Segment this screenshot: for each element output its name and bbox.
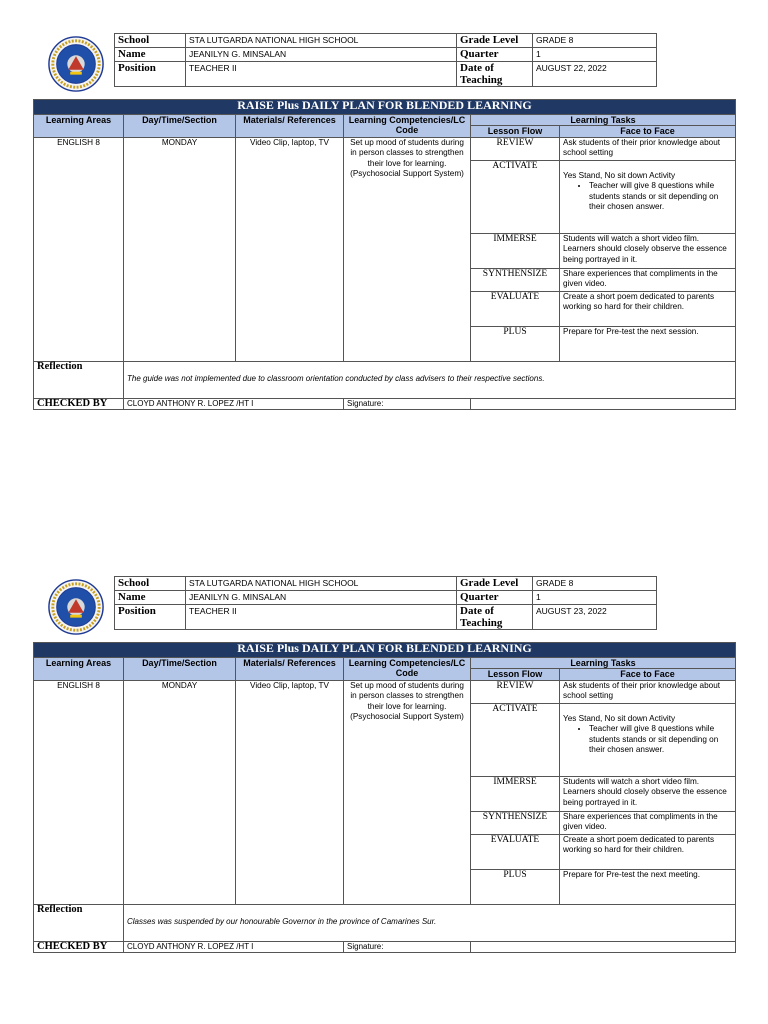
- daily-plan-table: [33, 642, 736, 953]
- flow-evaluate-label: EVALUATE: [471, 834, 560, 869]
- plan-title: RAISE Plus DAILY PLAN FOR BLENDED LEARNING: [34, 643, 736, 658]
- position-label: Position: [115, 605, 186, 630]
- lesson-flow-header: Lesson Flow: [471, 669, 560, 680]
- face-to-face-header: Face to Face: [560, 669, 736, 680]
- flow-activate-bullet: • Teacher will give 8 questions while students stands or sit depending on their chosen answer.: [589, 181, 732, 212]
- reflection-text: Classes was suspended by our honourable Governor in the province of Camarines Sur.: [124, 904, 736, 941]
- signature-field: [471, 398, 736, 409]
- materials-header: Materials/ References: [236, 115, 344, 138]
- reflection-text: The guide was not implemented due to classroom orientation conducted by class advisers to their respective sections.: [124, 361, 736, 398]
- name-value: JEANILYN G. MINSALAN: [186, 48, 457, 62]
- date-value: AUGUST 23, 2022: [533, 605, 657, 630]
- flow-activate-bullet: • Teacher will give 8 questions while students stands or sit depending on their chosen answer.: [589, 724, 732, 755]
- name-label: Name: [115, 48, 186, 62]
- checked-by-label: CHECKED BY: [34, 941, 124, 952]
- position-label: Position: [115, 62, 186, 87]
- materials-cell: Video Clip, laptop, TV: [236, 137, 344, 361]
- flow-activate-list: [563, 181, 732, 212]
- flow-plus-text: Prepare for Pre-test the next meeting.: [560, 869, 736, 904]
- materials-cell: Video Clip, laptop, TV: [236, 680, 344, 904]
- flow-activate-text: Yes Stand, No sit down Activity: [563, 713, 676, 723]
- flow-activate-list: [563, 724, 732, 755]
- materials-header: Materials/ References: [236, 658, 344, 681]
- teacher-info-table: [114, 576, 657, 630]
- date-label: Date of Teaching: [457, 605, 533, 630]
- flow-review-text: Ask students of their prior knowledge about school setting: [560, 680, 736, 703]
- date-label: Date of Teaching: [457, 62, 533, 87]
- flow-immerse-text: Students will watch a short video film. Learners should closely observe the essence being portrayed in it.: [560, 776, 736, 811]
- learning-area-cell: ENGLISH 8: [34, 680, 124, 904]
- flow-immerse-text: Students will watch a short video film. Learners should closely observe the essence being portrayed in it.: [560, 233, 736, 268]
- competency-text: Set up mood of students during in person classes to strengthen their love for learning.: [350, 680, 464, 711]
- flow-activate-cell: [560, 703, 736, 776]
- teacher-info-table: [114, 33, 657, 87]
- flow-review-label: REVIEW: [471, 680, 560, 703]
- flow-immerse-label: IMMERSE: [471, 776, 560, 811]
- plan-title: RAISE Plus DAILY PLAN FOR BLENDED LEARNING: [34, 100, 736, 115]
- competencies-header: Learning Competencies/LC Code: [344, 658, 471, 681]
- flow-evaluate-text: Create a short poem dedicated to parents working so hard for their children.: [560, 291, 736, 326]
- flow-evaluate-label: EVALUATE: [471, 291, 560, 326]
- learning-areas-header: Learning Areas: [34, 658, 124, 681]
- quarter-label: Quarter: [457, 591, 533, 605]
- flow-review-text: Ask students of their prior knowledge about school setting: [560, 137, 736, 160]
- competencies-header: Learning Competencies/LC Code: [344, 115, 471, 138]
- flow-activate-label: ACTIVATE: [471, 160, 560, 233]
- competency-note: (Psychosocial Support System): [350, 712, 464, 722]
- deped-seal-icon: [47, 578, 105, 636]
- lesson-flow-header: Lesson Flow: [471, 126, 560, 137]
- competency-cell: [344, 680, 471, 904]
- competency-text: Set up mood of students during in person classes to strengthen their love for learning.: [350, 137, 464, 168]
- grade-level-value: GRADE 8: [533, 34, 657, 48]
- checked-by-value: CLOYD ANTHONY R. LOPEZ /HT I: [124, 398, 344, 409]
- flow-synthesize-text: Share experiences that compliments in the given video.: [560, 268, 736, 291]
- position-value: TEACHER II: [186, 62, 457, 87]
- day-cell: MONDAY: [124, 680, 236, 904]
- flow-immerse-label: IMMERSE: [471, 233, 560, 268]
- learning-tasks-header: Learning Tasks: [471, 658, 736, 669]
- deped-seal-icon: [47, 35, 105, 93]
- signature-label: Signature:: [344, 398, 471, 409]
- name-value: JEANILYN G. MINSALAN: [186, 591, 457, 605]
- flow-plus-label: PLUS: [471, 869, 560, 904]
- flow-activate-label: ACTIVATE: [471, 703, 560, 776]
- grade-level-label: Grade Level: [457, 577, 533, 591]
- flow-plus-label: PLUS: [471, 326, 560, 361]
- signature-label: Signature:: [344, 941, 471, 952]
- signature-field: [471, 941, 736, 952]
- school-value: STA LUTGARDA NATIONAL HIGH SCHOOL: [186, 577, 457, 591]
- learning-areas-header: Learning Areas: [34, 115, 124, 138]
- daily-plan-table: [33, 99, 736, 410]
- grade-level-value: GRADE 8: [533, 577, 657, 591]
- reflection-label: Reflection: [34, 904, 124, 941]
- learning-tasks-header: Learning Tasks: [471, 115, 736, 126]
- day-time-header: Day/Time/Section: [124, 658, 236, 681]
- flow-activate-cell: [560, 160, 736, 233]
- competency-cell: [344, 137, 471, 361]
- grade-level-label: Grade Level: [457, 34, 533, 48]
- date-value: AUGUST 22, 2022: [533, 62, 657, 87]
- name-label: Name: [115, 591, 186, 605]
- checked-by-label: CHECKED BY: [34, 398, 124, 409]
- school-label: School: [115, 34, 186, 48]
- quarter-value: 1: [533, 48, 657, 62]
- face-to-face-header: Face to Face: [560, 126, 736, 137]
- flow-review-label: REVIEW: [471, 137, 560, 160]
- day-time-header: Day/Time/Section: [124, 115, 236, 138]
- flow-synthesize-label: SYNTHENSIZE: [471, 811, 560, 834]
- quarter-label: Quarter: [457, 48, 533, 62]
- school-value: STA LUTGARDA NATIONAL HIGH SCHOOL: [186, 34, 457, 48]
- flow-activate-text: Yes Stand, No sit down Activity: [563, 170, 676, 180]
- flow-evaluate-text: Create a short poem dedicated to parents working so hard for their children.: [560, 834, 736, 869]
- flow-plus-text: Prepare for Pre-test the next session.: [560, 326, 736, 361]
- day-cell: MONDAY: [124, 137, 236, 361]
- school-label: School: [115, 577, 186, 591]
- reflection-label: Reflection: [34, 361, 124, 398]
- competency-note: (Psychosocial Support System): [350, 169, 464, 179]
- position-value: TEACHER II: [186, 605, 457, 630]
- flow-synthesize-label: SYNTHENSIZE: [471, 268, 560, 291]
- quarter-value: 1: [533, 591, 657, 605]
- checked-by-value: CLOYD ANTHONY R. LOPEZ /HT I: [124, 941, 344, 952]
- learning-area-cell: ENGLISH 8: [34, 137, 124, 361]
- flow-synthesize-text: Share experiences that compliments in the given video.: [560, 811, 736, 834]
